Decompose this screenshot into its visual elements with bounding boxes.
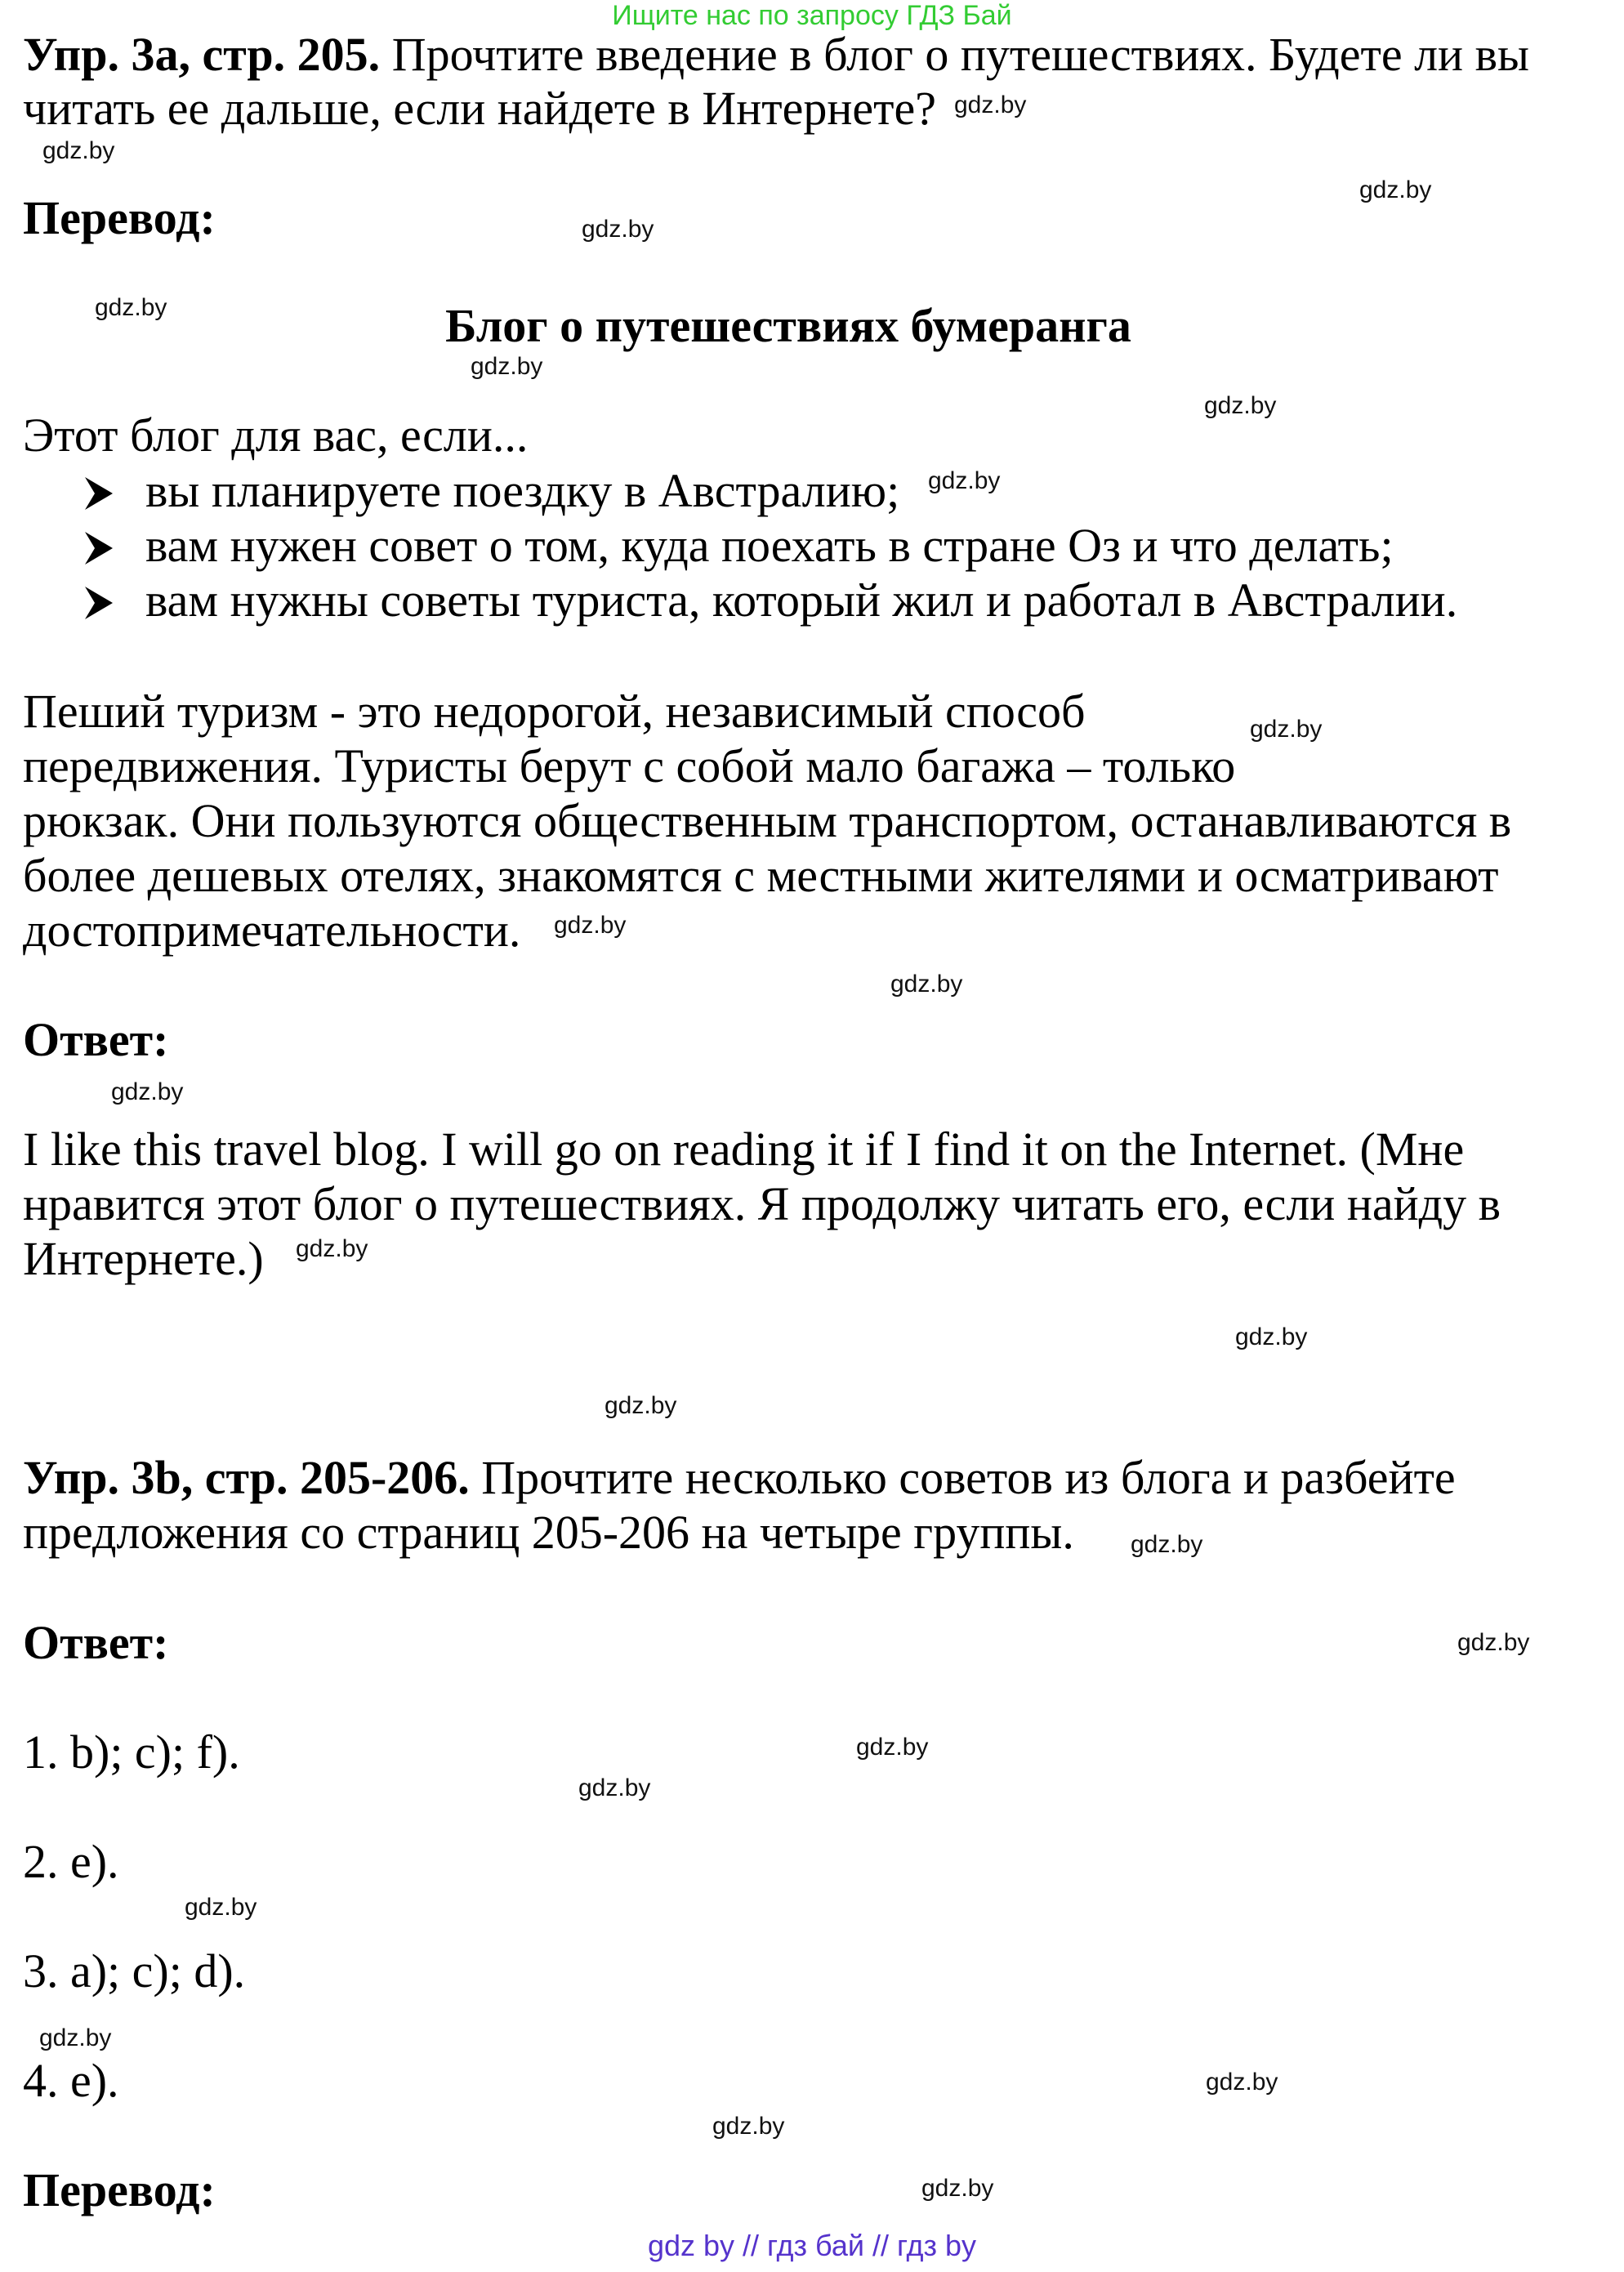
paragraph-line: передвижения. Туристы берут с собой мало багажа – только — [23, 739, 1236, 792]
ex3a-heading-bold: Упр. 3а, стр. 205. — [23, 28, 381, 81]
answer-item: 4. e). — [23, 2054, 119, 2107]
watermark: gdz.by — [296, 1235, 368, 1262]
watermark: gdz.by — [471, 353, 543, 380]
watermark: gdz.by — [111, 1078, 184, 1105]
bullet-item: вам нужны советы туриста, который жил и работал в Австралии. — [145, 574, 1458, 627]
ex3b-heading-line1 — [23, 1451, 1456, 1505]
answer-line: I like this travel blog. I will go on reading it if I find it on the Internet. (Мне — [23, 1123, 1465, 1176]
bullet-item: вы планируете поездку в Австралию; — [145, 464, 900, 517]
ex3a-heading-line1 — [23, 28, 1529, 82]
answer-item: 1. b); c); f). — [23, 1725, 240, 1779]
arrow-bullet-icon — [85, 532, 113, 565]
watermark: gdz.by — [1457, 1629, 1530, 1656]
blog-title: Блог о путешествиях бумеранга — [445, 299, 1131, 352]
watermark: gdz.by — [928, 467, 1001, 494]
ex3b-translation-label: Перевод: — [23, 2163, 216, 2216]
watermark: gdz.by — [1206, 2069, 1278, 2096]
watermark: gdz.by — [42, 137, 115, 164]
answer-line: нравится этот блог о путешествиях. Я продолжу читать его, если найду в — [23, 1177, 1501, 1230]
ex3b-heading-text: Прочтите несколько советов из блога и разбейте — [469, 1451, 1456, 1504]
watermark: gdz.by — [582, 216, 654, 243]
paragraph-line: Пеший туризм - это недорогой, независимый способ — [23, 685, 1086, 738]
footer-links: gdz by // гдз бай // гдз by — [647, 2229, 977, 2262]
watermark: gdz.by — [578, 1774, 651, 1801]
ex3a-answer-label: Ответ: — [23, 1013, 169, 1066]
watermark: gdz.by — [712, 2113, 785, 2140]
watermark: gdz.by — [554, 912, 627, 939]
watermark: gdz.by — [1131, 1531, 1203, 1558]
watermark: gdz.by — [1204, 392, 1277, 419]
paragraph-line: достопримечательности. — [23, 904, 521, 957]
paragraph-line: рюкзак. Они пользуются общественным транспортом, останавливаются в — [23, 794, 1512, 847]
answer-item: 2. e). — [23, 1835, 119, 1888]
watermark: gdz.by — [921, 2175, 994, 2202]
answer-item: 3. a); c); d). — [23, 1944, 246, 1997]
watermark: gdz.by — [95, 294, 167, 321]
paragraph-line: более дешевых отелях, знакомятся с местными жителями и осматривают — [23, 849, 1499, 902]
watermark: gdz.by — [1235, 1323, 1308, 1350]
watermark: gdz.by — [856, 1734, 929, 1761]
ex3b-answer-label: Ответ: — [23, 1616, 169, 1669]
watermark: gdz.by — [605, 1392, 677, 1419]
ex3a-translation-label: Перевод: — [23, 191, 216, 244]
ex3a-heading-text: Прочтите введение в блог о путешествиях. Будете ли вы — [380, 28, 1529, 81]
watermark: gdz.by — [890, 971, 963, 998]
arrow-bullet-icon — [85, 477, 113, 510]
ex3a-heading-line2: читать ее дальше, если найдете в Интернете? — [23, 82, 936, 135]
watermark: gdz.by — [39, 2024, 112, 2051]
bullet-item: вам нужен совет о том, куда поехать в стране Оз и что делать; — [145, 519, 1394, 572]
watermark: gdz.by — [185, 1894, 257, 1921]
ex3b-heading-line2: предложения со страниц 205-206 на четыре группы. — [23, 1506, 1074, 1559]
arrow-bullet-icon — [85, 587, 113, 619]
watermark: gdz.by — [1250, 716, 1323, 743]
search-banner: Ищите нас по запросу ГДЗ Бай — [612, 0, 1012, 31]
watermark: gdz.by — [1359, 176, 1432, 203]
answer-line: Интернете.) — [23, 1232, 264, 1285]
watermark: gdz.by — [954, 92, 1027, 118]
blog-intro: Этот блог для вас, если... — [23, 408, 529, 462]
ex3b-heading-bold: Упр. 3b, стр. 205-206. — [23, 1451, 470, 1504]
